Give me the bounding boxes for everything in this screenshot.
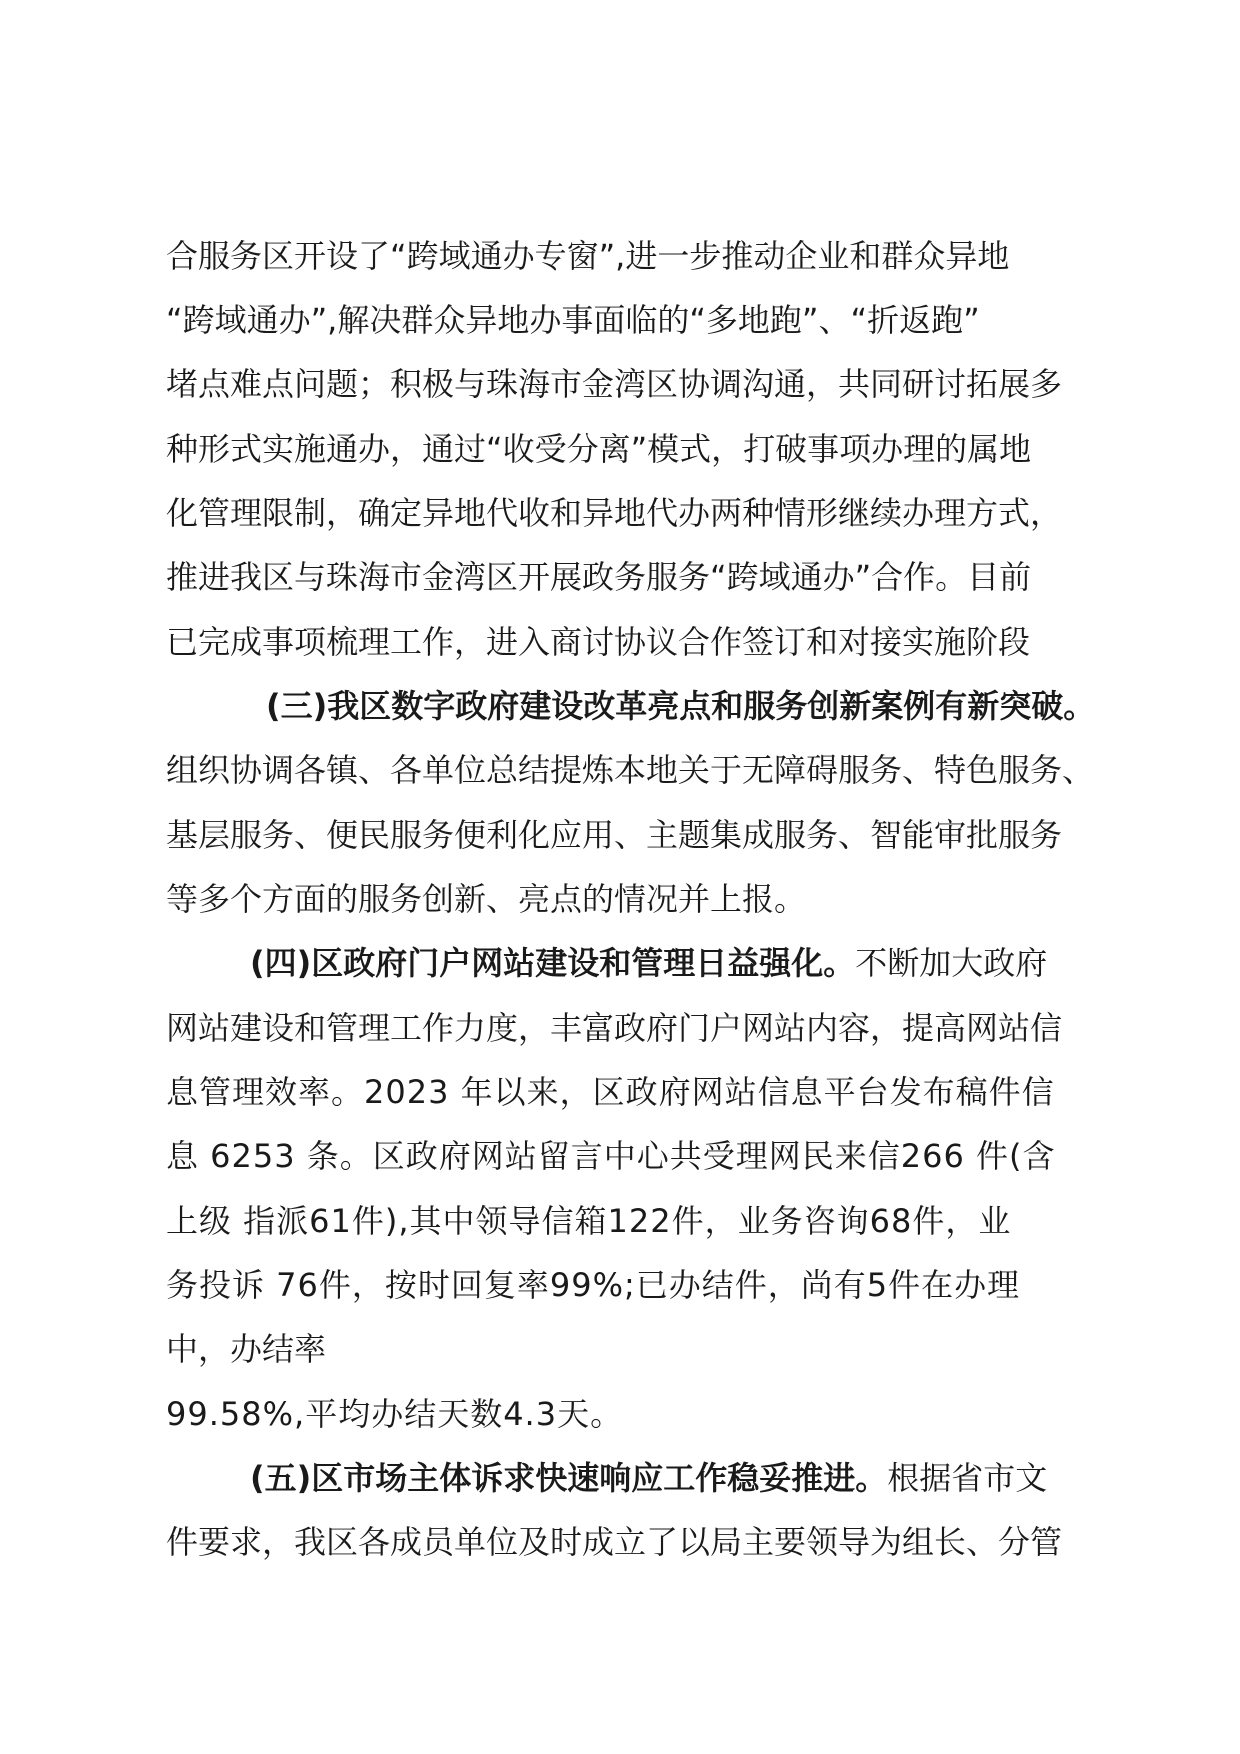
paragraph-line: 件要求，我区各成员单位及时成立了以局主要领导为组长、分管 bbox=[166, 1523, 1063, 1561]
paragraph-line: 合服务区开设了“跨域通办专窗”,进一步推动企业和群众异地 bbox=[166, 237, 1010, 275]
section-heading: (五)区市场主体诉求快速响应工作稳妥推进。 bbox=[250, 1459, 888, 1497]
heading-tail-text: 不断加大政府 bbox=[855, 944, 1048, 982]
paragraph-line: 堵点难点问题；积极与珠海市金湾区协调沟通，共同研讨拓展多 bbox=[166, 365, 1063, 403]
section-heading: (四)区政府门户网站建设和管理日益强化。 bbox=[250, 944, 856, 982]
paragraph-line: 基层服务、便民服务便利化应用、主题集成服务、智能审批服务 bbox=[166, 816, 1063, 854]
paragraph-line: 已完成事项梳理工作，进入商讨协议合作签订和对接实施阶段 bbox=[166, 623, 1031, 661]
paragraph-line: 上级 指派61件),其中领导信箱122件，业务咨询68件，业 bbox=[166, 1202, 1012, 1240]
section-heading-line bbox=[250, 1458, 1047, 1498]
paragraph-line: 99.58%,平均办结天数4.3天。 bbox=[166, 1395, 624, 1433]
paragraph-line: 息管理效率。2023 年以来，区政府网站信息平台发布稿件信 bbox=[166, 1073, 1055, 1111]
paragraph-line: 务投诉 76件，按时回复率99%;已办结件，尚有5件在办理 bbox=[166, 1266, 1021, 1304]
paragraph-line: 化管理限制，确定异地代收和异地代办两种情形继续办理方式， bbox=[166, 494, 1063, 532]
paragraph-line: “跨域通办”,解决群众异地办事面临的“多地跑”、“折返跑” bbox=[166, 301, 980, 339]
section-heading-line bbox=[250, 943, 1047, 983]
paragraph-line: 网站建设和管理工作力度，丰富政府门户网站内容，提高网站信 bbox=[166, 1009, 1063, 1047]
paragraph-line: 息 6253 条。区政府网站留言中心共受理网民来信266 件(含 bbox=[166, 1137, 1056, 1175]
section-heading: (三)我区数字政府建设改革亮点和服务创新案例有新突破。 bbox=[266, 687, 1096, 725]
paragraph-line: 等多个方面的服务创新、亮点的情况并上报。 bbox=[166, 880, 807, 918]
paragraph-line: 中，办结率 bbox=[166, 1330, 327, 1368]
paragraph-line: 推进我区与珠海市金湾区开展政务服务“跨域通办”合作。目前 bbox=[166, 558, 1032, 596]
heading-tail-text: 根据省市文 bbox=[887, 1459, 1048, 1497]
paragraph-line: 组织协调各镇、各单位总结提炼本地关于无障碍服务、特色服务、 bbox=[166, 751, 1095, 789]
paragraph-line: 种形式实施通办，通过“收受分离”模式，打破事项办理的属地 bbox=[166, 430, 1032, 468]
